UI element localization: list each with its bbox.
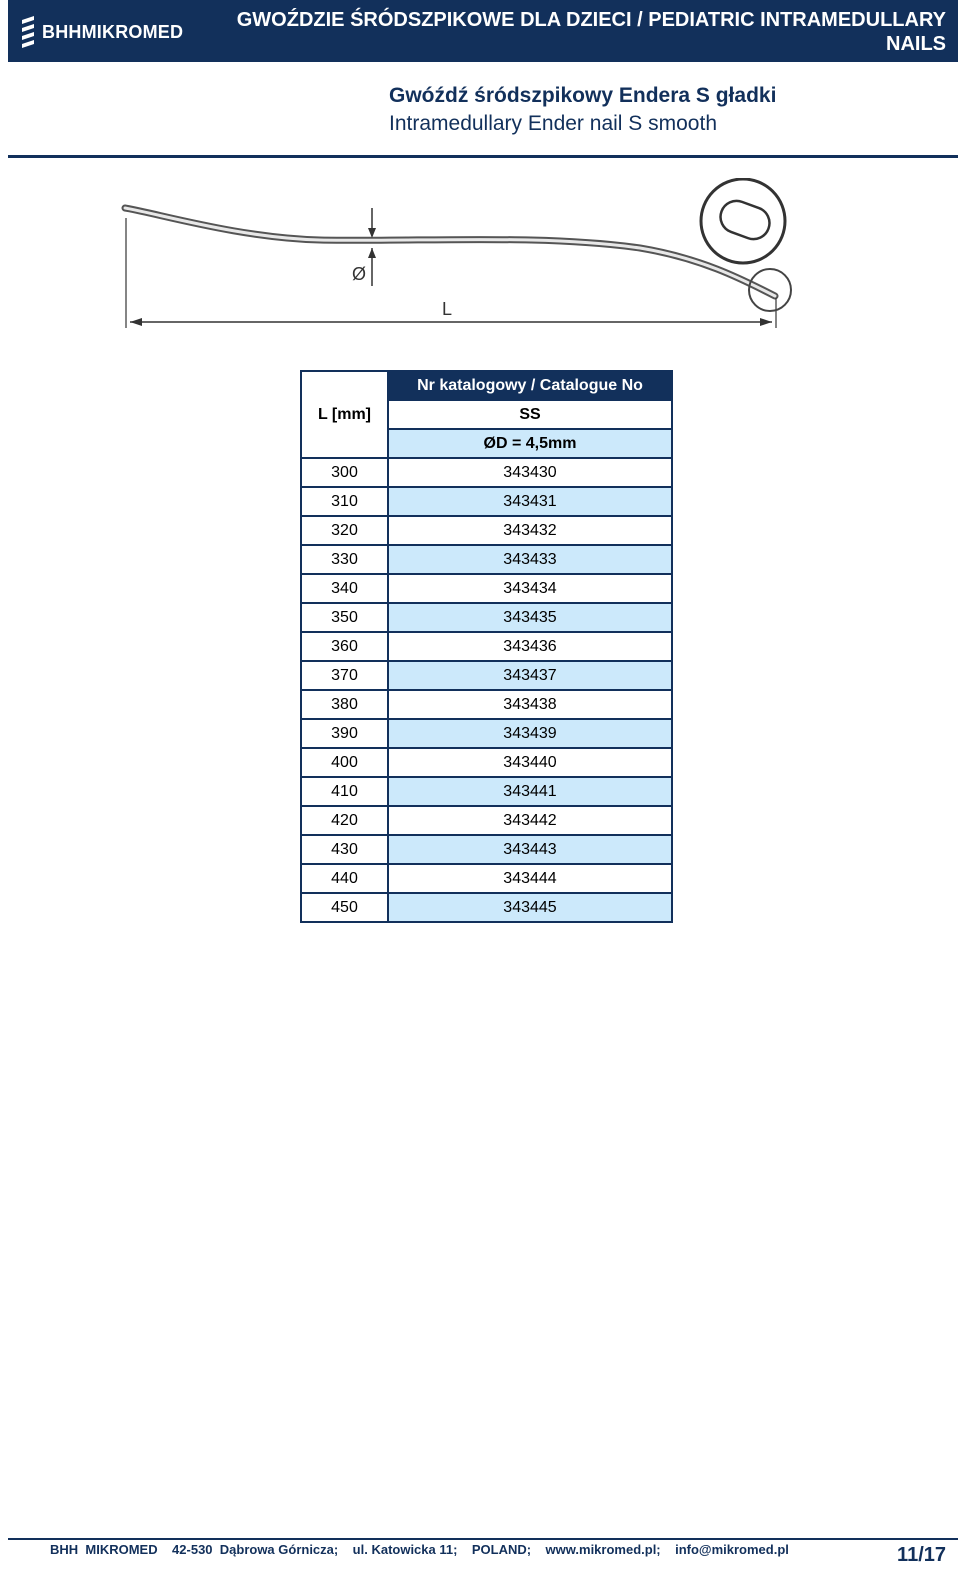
catalog-number-cell: 343445: [388, 893, 672, 922]
table-row: [301, 603, 672, 632]
length-cell: 440: [301, 864, 388, 893]
header-title: GWOŹDZIE ŚRÓDSZPIKOWE DLA DZIECI / PEDIATRIC INTRAMEDULLARY NAILS: [236, 9, 946, 55]
diameter-header: ØD = 4,5mm: [388, 429, 672, 458]
length-cell: 380: [301, 690, 388, 719]
footer-divider: [8, 1538, 958, 1540]
length-label: L: [442, 299, 453, 319]
table-row: [301, 748, 672, 777]
catalog-number-cell: 343442: [388, 806, 672, 835]
length-column-header: L [mm]: [301, 371, 388, 458]
diameter-symbol: Ø: [352, 264, 367, 284]
catalog-number-cell: 343444: [388, 864, 672, 893]
length-cell: 360: [301, 632, 388, 661]
length-cell: 310: [301, 487, 388, 516]
title-divider: [8, 155, 958, 158]
product-title-pl: Gwóźdź śródszpikowy Endera S gładki: [389, 84, 777, 107]
table-row: [301, 516, 672, 545]
length-cell: 420: [301, 806, 388, 835]
length-cell: 450: [301, 893, 388, 922]
table-row: [301, 690, 672, 719]
table-row: [301, 835, 672, 864]
table-row: [301, 458, 672, 487]
length-cell: 400: [301, 748, 388, 777]
page-number: 11/17: [897, 1544, 946, 1566]
material-header: SS: [388, 400, 672, 429]
catalog-number-cell: 343439: [388, 719, 672, 748]
catalog-number-cell: 343437: [388, 661, 672, 690]
company-logo: [20, 16, 183, 48]
catalog-number-cell: 343436: [388, 632, 672, 661]
catalog-number-cell: 343441: [388, 777, 672, 806]
catalog-table: [300, 370, 673, 923]
catalog-number-cell: 343440: [388, 748, 672, 777]
footer-contact: BHH MIKROMED 42-530 Dąbrowa Górnicza; ul. Katowicka 11; POLAND; www.mikromed.pl; info@mikromed.pl: [50, 1542, 789, 1557]
length-cell: 390: [301, 719, 388, 748]
page-header: [8, 0, 958, 62]
catalog-number-cell: 343431: [388, 487, 672, 516]
catalog-number-cell: 343438: [388, 690, 672, 719]
table-row: [301, 487, 672, 516]
length-cell: 350: [301, 603, 388, 632]
catalog-number-cell: 343430: [388, 458, 672, 487]
catalog-number-cell: 343435: [388, 603, 672, 632]
table-row: [301, 661, 672, 690]
length-cell: 370: [301, 661, 388, 690]
table-row: [301, 777, 672, 806]
catalog-number-cell: 343432: [388, 516, 672, 545]
catalog-number-cell: 343434: [388, 574, 672, 603]
table-row: [301, 806, 672, 835]
nail-technical-drawing: [120, 178, 800, 338]
length-cell: 330: [301, 545, 388, 574]
product-title-en: Intramedullary Ender nail S smooth: [389, 112, 717, 135]
length-cell: 320: [301, 516, 388, 545]
length-cell: 340: [301, 574, 388, 603]
table-row: [301, 719, 672, 748]
length-cell: 430: [301, 835, 388, 864]
length-cell: 410: [301, 777, 388, 806]
tip-magnified-circle: [701, 179, 785, 263]
logo-mark-icon: [20, 16, 36, 48]
table-row: [301, 893, 672, 922]
catalog-number-cell: 343443: [388, 835, 672, 864]
table-row: [301, 574, 672, 603]
logo-text: BHHMIKROMED: [42, 21, 184, 42]
table-row: [301, 864, 672, 893]
table-row: [301, 545, 672, 574]
catalog-number-cell: 343433: [388, 545, 672, 574]
catalog-number-header: Nr katalogowy / Catalogue No: [388, 371, 672, 400]
table-row: [301, 632, 672, 661]
length-cell: 300: [301, 458, 388, 487]
nail-shape: [125, 208, 775, 296]
